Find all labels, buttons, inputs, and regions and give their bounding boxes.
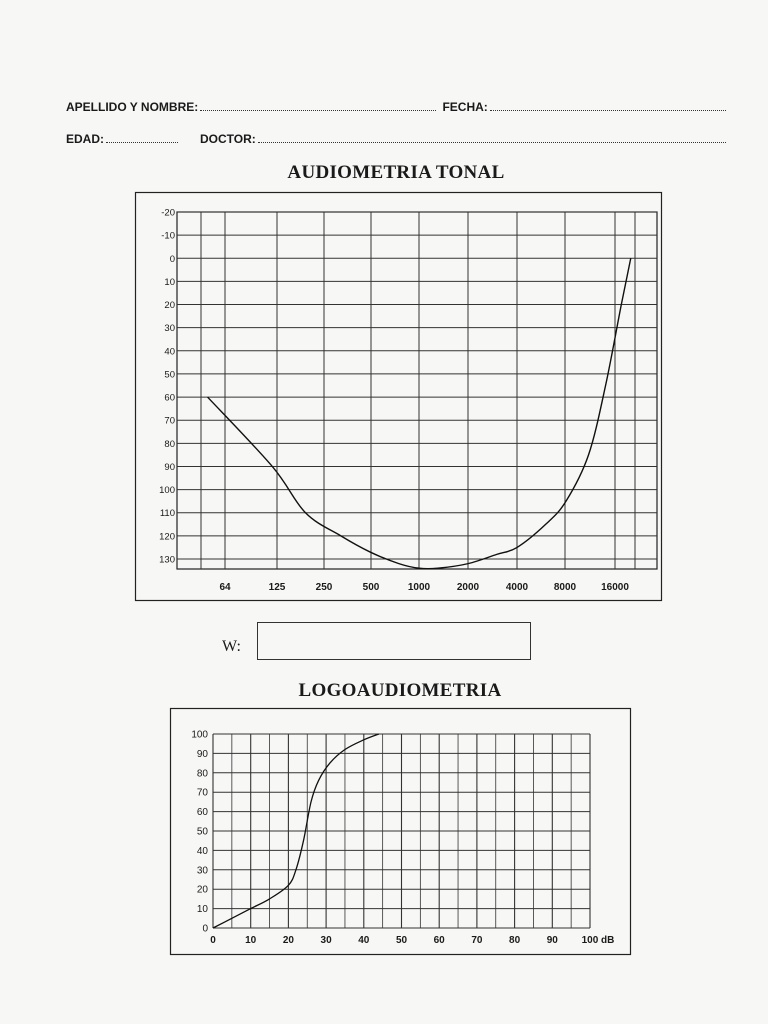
logo-y-tick-label: 40 [196, 845, 208, 857]
logo-chart-title: LOGOAUDIOMETRIA [298, 680, 502, 701]
logo-x-tick-label: 10 [245, 935, 257, 946]
tonal-grid-border [177, 212, 657, 569]
tonal-x-tick-label: 16000 [601, 582, 629, 593]
tonal-y-tick-label: 20 [164, 300, 175, 312]
w-label: W: [222, 638, 241, 655]
date-label: FECHA: [442, 100, 488, 114]
tonal-x-tick-label: 2000 [456, 582, 480, 593]
tonal-y-tick-label: -10 [161, 230, 175, 242]
tonal-x-tick-label: 1000 [407, 582, 431, 593]
logo-x-tick-label: 30 [320, 935, 332, 946]
logo-y-tick-label: 90 [196, 748, 208, 760]
tonal-y-tick-label: 130 [159, 554, 175, 566]
tonal-y-tick-label: 50 [164, 369, 175, 381]
tonal-y-tick-label: 40 [164, 346, 175, 358]
age-field[interactable] [106, 141, 178, 143]
logo-x-tick-label: 70 [471, 935, 483, 946]
doctor-field[interactable] [258, 141, 726, 143]
logo-x-tick-label: 40 [358, 935, 370, 946]
logo-y-tick-label: 10 [196, 904, 208, 916]
header-row-age-doctor [66, 132, 726, 146]
logo-y-tick-label: 20 [196, 884, 208, 896]
logo-x-tick-label: 20 [282, 935, 294, 946]
logo-y-tick-label: 80 [196, 768, 208, 780]
tonal-x-tick-label: 64 [219, 582, 231, 593]
w-input-box[interactable] [257, 622, 531, 660]
logo-x-tick-label: 50 [395, 935, 408, 946]
tonal-x-tick-label: 500 [362, 582, 380, 593]
tonal-chart-title: AUDIOMETRIA TONAL [287, 162, 505, 183]
tonal-y-tick-label: 60 [164, 392, 175, 404]
logo-y-tick-label: 70 [196, 787, 208, 799]
tonal-x-tick-label: 250 [315, 582, 333, 593]
logo-x-tick-label: 80 [509, 935, 521, 946]
tonal-x-tick-label: 4000 [505, 582, 529, 593]
tonal-y-tick-label: 0 [169, 253, 175, 265]
name-label: APELLIDO Y NOMBRE: [66, 100, 199, 114]
tonal-x-tick-label: 125 [268, 582, 286, 593]
tonal-y-tick-label: 70 [164, 415, 175, 427]
name-field[interactable] [200, 109, 436, 111]
tonal-y-tick-label: 30 [164, 323, 175, 335]
tonal-y-tick-label: 120 [159, 531, 175, 543]
tonal-y-tick-label: 10 [164, 276, 175, 288]
tonal-y-tick-label: 100 [159, 485, 175, 497]
logo-y-tick-label: 30 [196, 865, 208, 877]
logo-y-tick-label: 50 [196, 826, 208, 838]
doctor-label: DOCTOR: [200, 132, 256, 146]
logo-x-tick-label: 90 [546, 935, 558, 946]
tonal-y-tick-label: -20 [161, 207, 175, 219]
header-row-name-date [66, 100, 726, 114]
date-field[interactable] [490, 109, 726, 111]
tonal-x-tick-label: 8000 [553, 582, 577, 593]
tonal-frame [136, 193, 662, 601]
logo-x-tick-label: 60 [433, 935, 445, 946]
tonal-y-tick-label: 110 [159, 508, 175, 520]
logo-x-tick-label: 0 [210, 935, 216, 946]
logo-x-tick-label: 100 dB [581, 935, 615, 946]
logo-y-tick-label: 60 [196, 807, 208, 819]
logo-y-tick-label: 0 [202, 923, 208, 935]
tonal-y-tick-label: 90 [164, 461, 175, 473]
tonal-y-tick-label: 80 [164, 438, 175, 450]
tonal-audiogram-chart [135, 192, 669, 604]
logo-y-tick-label: 100 [191, 729, 208, 741]
logoaudiometry-chart [170, 708, 632, 958]
age-label: EDAD: [66, 132, 104, 146]
